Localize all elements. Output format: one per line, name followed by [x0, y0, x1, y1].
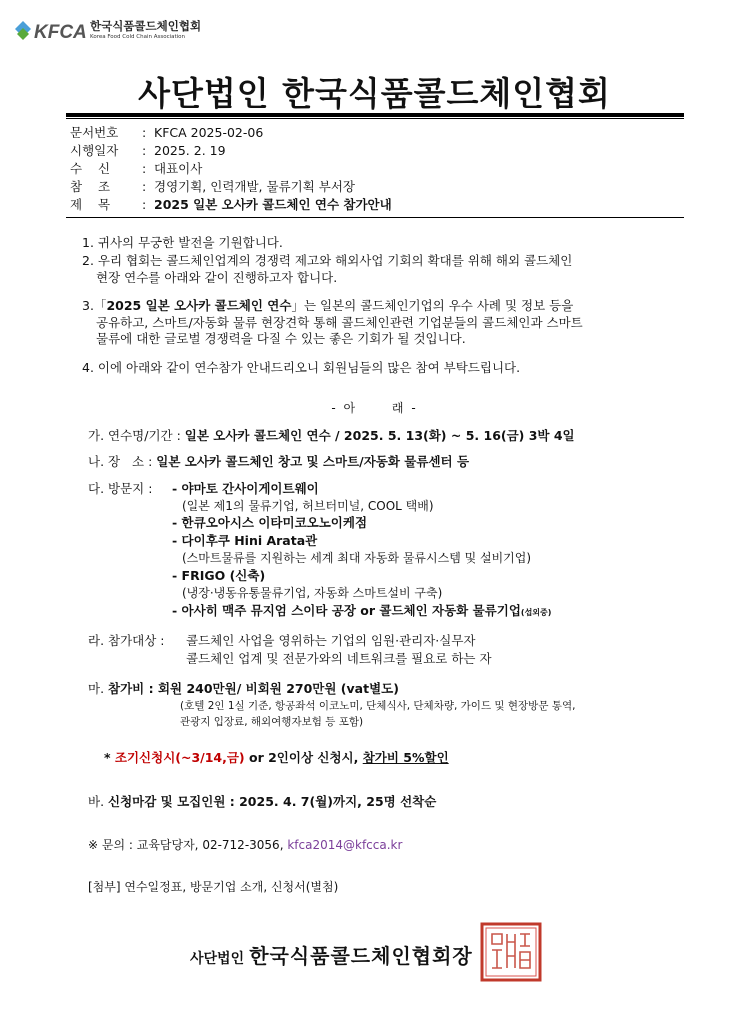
early-discount-period: 조기신청시(~3/14,금): [114, 750, 245, 765]
header-cc: 참 조 : 경영기획, 인력개발, 물류기획 부서장: [70, 179, 355, 194]
paragraph-1: 1. 귀사의 무궁한 발전을 기원합니다.: [82, 235, 283, 250]
item-fee-note: (호텔 2인 1실 기준, 항공좌석 이코노미, 단체식사, 단체차량, 가이드 및 현장방문 통역, 관광지 입장료, 해외여행자보험 등 포함): [180, 700, 576, 728]
title-rule-thick: [66, 113, 684, 117]
item-deadline: 바. 신청마감 및 모집인원 : 2025. 4. 7(월)까지, 25명 선착순: [88, 794, 437, 809]
official-seal: [480, 922, 542, 982]
title-rule-thin: [66, 118, 684, 119]
item-fee: 마. 참가비 : 회원 240만원/ 비회원 270만원 (vat별도): [88, 681, 399, 696]
seal-stamp-icon: [480, 922, 542, 982]
paragraph-4: 4. 이에 아래와 같이 연수참가 안내드리오니 회원님들의 많은 참여 부탁드립니다.: [82, 360, 521, 375]
signature-prefix: 사단법인: [190, 951, 245, 967]
header-subject: 제 목 : 2025 일본 오사카 콜드체인 연수 참가안내: [70, 197, 392, 212]
document-title: 사단법인 한국식품콜드체인협회: [138, 74, 611, 113]
logo-name-en: Korea Food Cold Chain Association: [90, 34, 186, 40]
visit-5: - 아사히 맥주 뮤지엄 스이타 공장 or 콜드체인 자동화 물류기업(섭외중): [172, 603, 552, 618]
discount-rate: 참가비 5%할인: [362, 750, 449, 765]
visit-3-note: (스마트물류를 지원하는 세계 최대 자동화 물류시스템 및 설비기업): [182, 551, 532, 565]
signature: [190, 940, 473, 969]
kfca-logo-mark-icon: [14, 17, 88, 47]
item-target-label: 라. 참가대상 :: [88, 633, 165, 648]
visit-1-note: (일본 제1의 물류기업, 허브터미널, COOL 택배): [182, 499, 434, 513]
below-heading: - 아 래 -: [331, 401, 418, 415]
contact-line: ※ 문의 : 교육담당자, 02-712-3056, kfca2014@kfcca.kr: [88, 838, 403, 852]
attachment-line: [첨부] 연수일정표, 방문기업 소개, 신청서(별첨): [88, 880, 339, 894]
contact-email[interactable]: kfca2014@kfcca.kr: [287, 838, 403, 852]
header-date: 시행일자 : 2025. 2. 19: [70, 143, 226, 158]
visit-2: - 한큐오아시스 이타미코오노이케점: [172, 515, 368, 530]
signature-name: 한국식품콜드체인협회장: [249, 944, 473, 968]
header-doc-no: 문서번호 : KFCA 2025-02-06: [70, 125, 264, 140]
visit-4: - FRIGO (신축): [172, 568, 266, 583]
item-target-line-1: 콜드체인 사업을 영위하는 기업의 임원·관리자·실무자: [186, 633, 476, 648]
header-to: 수 신 : 대표이사: [70, 161, 203, 176]
item-location: 나. 장 소 : 일본 오사카 콜드체인 창고 및 스마트/자동화 물류센터 등: [88, 454, 470, 469]
item-visits-label: 다. 방문지 :: [88, 481, 153, 496]
early-discount: * 조기신청시(~3/14,금) or 2인이상 신청시, 참가비 5%할인: [104, 750, 449, 765]
visit-1: - 야마토 간사이게이트웨이: [172, 481, 319, 496]
item-period: 가. 연수명/기간 : 일본 오사카 콜드체인 연수 / 2025. 5. 13(화) ~ 5. 16(금) 3박 4일: [88, 428, 575, 443]
kfca-logo: [14, 17, 204, 47]
item-target-line-2: 콜드체인 업계 및 전문가와의 네트워크를 필요로 하는 자: [186, 651, 492, 666]
visit-3: - 다이후쿠 Hini Arata관: [172, 533, 318, 548]
paragraph-2: 2. 우리 협회는 콜드체인업계의 경쟁력 제고와 해외사업 기회의 확대를 위해 해외 콜드체인 현장 연수를 아래와 같이 진행하고자 합니다.: [82, 253, 573, 285]
paragraph-3: 3.「2025 일본 오사카 콜드체인 연수」는 일본의 콜드체인기업의 우수 사례 및 정보 등을 공유하고, 스마트/자동화 물류 현장견학 통해 콜드체인관련 기업분들의 콜드체인과 스마트 물류에 대한 글로벌 경쟁력을 다질 수 있는 좋은 기회가 될 것입니다.: [82, 298, 583, 346]
svg-text:KFCA: KFCA: [34, 22, 87, 43]
visit-5-tag: (섭외중): [520, 608, 552, 617]
logo-name-kr: 한국식품콜드체인협회: [90, 19, 202, 33]
header-rule: [66, 217, 684, 218]
visit-4-note: (냉장·냉동유통물류기업, 자동화 스마트설비 구축): [182, 586, 443, 600]
